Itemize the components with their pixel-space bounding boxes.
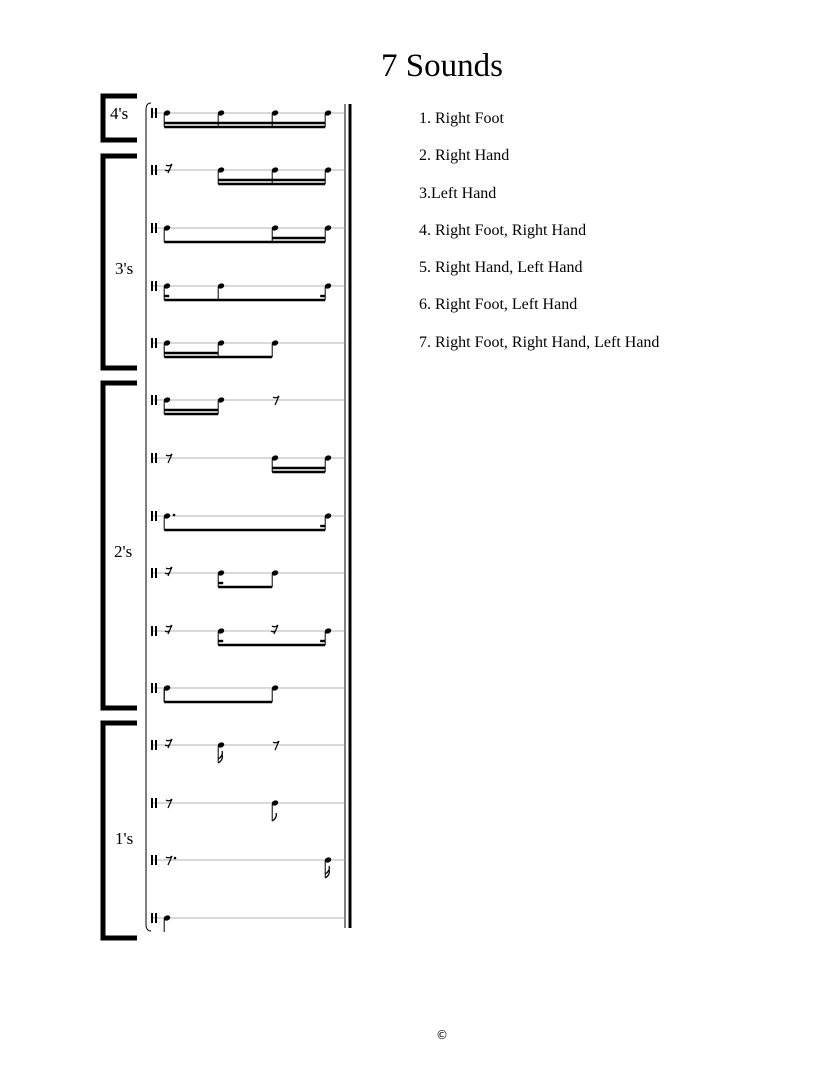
legend-item: 2. Right Hand — [419, 147, 510, 165]
augmentation-dot — [173, 514, 176, 517]
legend-item: 1. Right Foot — [419, 110, 504, 127]
legend-item: 7. Right Foot, Right Hand, Left Hand — [419, 333, 660, 351]
eighth-rest — [166, 856, 172, 865]
page-title: 7 Sounds — [381, 48, 503, 84]
sixteenth-rest — [165, 625, 172, 634]
sixteenth-rest — [165, 567, 172, 576]
legend-item: 4. Right Foot, Right Hand — [419, 221, 587, 239]
eighth-rest — [273, 741, 279, 750]
eighth-rest — [166, 799, 172, 808]
copyright: © — [436, 1028, 448, 1042]
legend-item: 3.Left Hand — [419, 184, 497, 202]
group-label-4s: 4's — [110, 104, 129, 123]
eighth-rest — [166, 454, 172, 463]
bracket-1s — [103, 723, 137, 938]
group-brackets — [103, 96, 137, 938]
sixteenth-rest — [165, 739, 172, 748]
bracket-4s — [103, 96, 137, 140]
bracket-3s — [103, 156, 137, 368]
group-label-1s: 1's — [115, 829, 134, 848]
sound-legend — [419, 108, 659, 369]
group-label-2s: 2's — [114, 542, 133, 561]
group-label-3s: 3's — [115, 259, 134, 278]
legend-item: 6. Right Foot, Left Hand — [419, 296, 578, 314]
augmentation-dot — [174, 857, 177, 860]
sixteenth-rest — [271, 625, 278, 634]
bracket-2s — [103, 383, 137, 708]
legend-item: 5. Right Hand, Left Hand — [419, 259, 583, 277]
sixteenth-rest — [165, 164, 172, 173]
eighth-rest — [273, 396, 279, 405]
system-brace — [146, 103, 151, 931]
note-flag — [272, 813, 276, 821]
